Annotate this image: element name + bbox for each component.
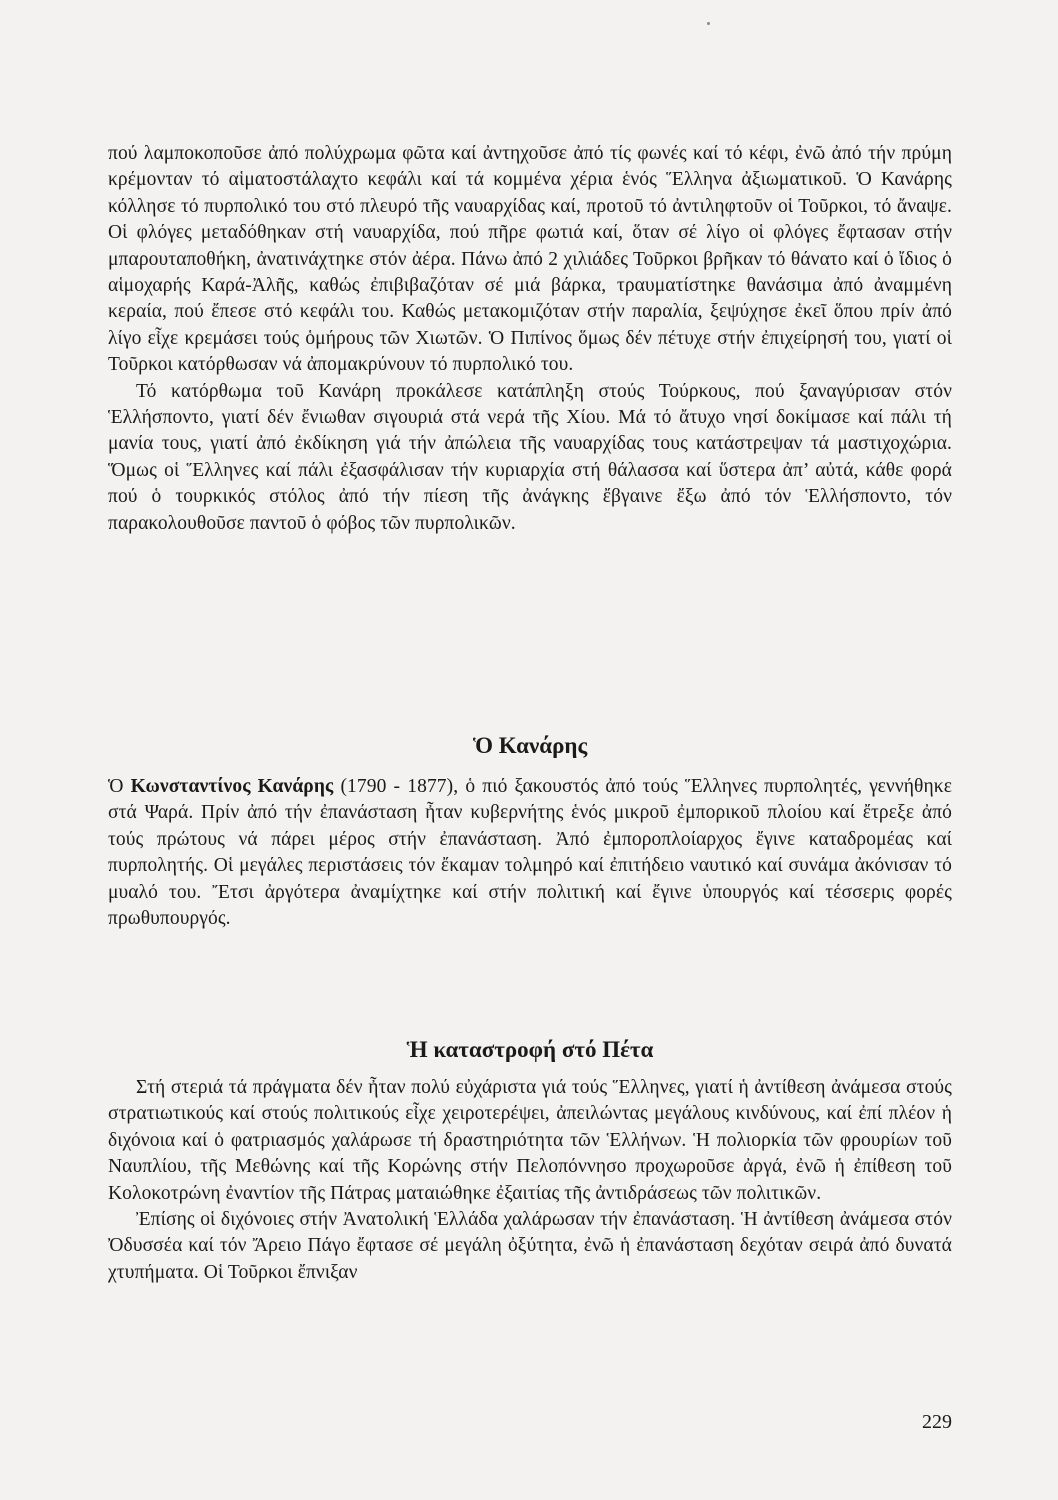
- continuation-paragraph-1: πού λαμποκοποῦσε ἀπό πολύχρωμα φῶτα καί ἀντηχοῦσε ἀπό τίς φωνές καί τό κέφι, ἐνῶ ἀπό τήν πρύμη κρέμονταν τό αἱματοστάλαχτο κεφάλι καί τά κομμένα χέρια ἑνός Ἕλληνα ἀξιωματικοῦ. Ὁ Κανάρης κόλλησε τό πυρπολικό του στό πλευρό τῆς ναυαρχίδας καί, προτοῦ τό ἀντιληφτοῦν οἱ Τοῦρκοι, τό ἄναψε. Οἱ φλόγες μεταδόθηκαν στή ναυαρχίδα, πού πῆρε φωτιά καί, ὅταν σέ λίγο οἱ φλόγες ἔφτασαν στήν μπαρουταποθήκη, ἀνατινάχτηκε στόν ἀέρα. Πάνω ἀπό 2 χιλιάδες Τοῦρκοι βρῆκαν τό θάνατο καί ὁ ἴδιος ὁ αἱμοχαρής Καρά-Ἀλῆς, καθώς ἐπιβιβαζόταν σέ μιά βάρκα, τραυματίστηκε θανάσιμα ἀπό ἀναμμένη κεραία, πού ἔπεσε στό κεφάλι του. Καθώς μετακομιζόταν στήν παραλία, ξεψύχησε ἐκεῖ ὅπου πρίν ἀπό λίγο εἶχε κρεμάσει τούς ὁμήρους τῶν Χιωτῶν. Ὁ Πιπίνος ὅμως δέν πέτυχε στήν ἐπιχείρησή του, γιατί οἱ Τοῦρκοι κατόρθωσαν νά ἀπομακρύνουν τό πυρπολικό του.: [108, 143, 952, 376]
- kanaris-biography: [108, 774, 952, 932]
- page-number: 229: [922, 1411, 952, 1433]
- peta-paragraph-2: Ἐπίσης οἱ διχόνοιες στήν Ἀνατολική Ἑλλάδα χαλάρωσαν τήν ἐπανάσταση. Ἡ ἀντίθεση ἀνάμεσα στόν Ὀδυσσέα καί τόν Ἄρειο Πάγο ἔφτασε σέ μεγάλη ὀξύτητα, ἐνῶ ἡ ἐπανάσταση δεχόταν σειρά ἀπό δυνατά χτυπήματα. Οἱ Τοῦρκοι ἔπνιξαν: [108, 1209, 952, 1283]
- section-heading-peta: Ἡ καταστροφή στό Πέτα: [406, 1037, 654, 1062]
- kanaris-full-name: Κωνσταντίνος Κανάρης: [130, 776, 334, 797]
- section-heading-kanaris: Ὁ Κανάρης: [472, 733, 588, 758]
- intro-article: Ὁ: [108, 776, 131, 797]
- scan-speck: [707, 22, 710, 25]
- kanaris-biography-paragraph: [108, 774, 952, 932]
- biography-text: (1790 - 1877), ὁ πιό ξακουστός ἀπό τούς Ἕλληνες πυρπολητές, γεννήθηκε στά Ψαρά. Πρίν ἀπό τήν ἐπανάσταση ἦταν κυβερνήτης ἑνός μικροῦ ἐμπορικοῦ πλοίου καί ἔτρεξε ἀπό τούς πρώτους νά πάρει μέρος στήν ἐπανάσταση. Ἀπό ἐμποροπλοίαρχος ἔγινε καταδρομέας καί πυρπολητής. Οἱ μεγάλες περιστάσεις τόν ἔκαμαν τολμηρό καί ἐπιτήδειο ναυτικό καί συνάμα ἀκόνισαν τό μυαλό του. Ἔτσι ἀργότερα ἀναμίχτηκε καί στήν πολιτική καί ἔγινε ὑπουργός καί τέσσερις φορές πρωθυπουργός.: [108, 776, 953, 930]
- peta-paragraph-1: Στή στεριά τά πράγματα δέν ἦταν πολύ εὐχάριστα γιά τούς Ἕλληνες, γιατί ἡ ἀντίθεση ἀνάμεσα στούς στρατιωτικούς καί στούς πολιτικούς εἶχε χειροτερέψει, ἀπειλώντας μεγάλους κινδύνους, καί ἐπί πλέον ἡ διχόνοια καί ὁ φατριασμός χαλάρωσε τή δραστηριότητα τῶν Ἑλλήνων. Ἡ πολιορκία τῶν φρουρίων τοῦ Ναυπλίου, τῆς Μεθώνης καί τῆς Κορώνης στήν Πελοπόννησο προχωροῦσε ἀργά, ἐνῶ ἡ ἐπίθεση τοῦ Κολοκοτρώνη ἐναντίον τῆς Πάτρας ματαιώθηκε ἐξαιτίας τῆς ἀντιδράσεως τῶν πολιτικῶν.: [108, 1077, 952, 1204]
- continuation-text: [108, 141, 952, 537]
- continuation-paragraph-2: Τό κατόρθωμα τοῦ Κανάρη προκάλεσε κατάπληξη στούς Τούρκους, πού ξαναγύρισαν στόν Ἑλλήσποντο, γιατί δέν ἔνιωθαν σιγουριά στά νερά τῆς Χίου. Μά τό ἄτυχο νησί δοκίμασε καί πάλι τή μανία τους, γιατί ἀπό ἐκδίκηση γιά τήν ἀπώλεια τῆς ναυαρχίδας τους κατάστρεψαν τά μαστιχοχώρια. Ὅμως οἱ Ἕλληνες καί πάλι ἐξασφάλισαν τήν κυριαρχία στή θάλασσα καί ὕστερα ἀπ’ αὐτά, κάθε φορά πού ὁ τουρκικός στόλος ἀπό τήν πίεση τῆς ἀνάγκης ἔβγαινε ἔξω ἀπό τόν Ἑλλήσποντο, τόν παρακολουθοῦσε παντοῦ ὁ φόβος τῶν πυρπολικῶν.: [108, 380, 952, 534]
- peta-text: [108, 1075, 952, 1286]
